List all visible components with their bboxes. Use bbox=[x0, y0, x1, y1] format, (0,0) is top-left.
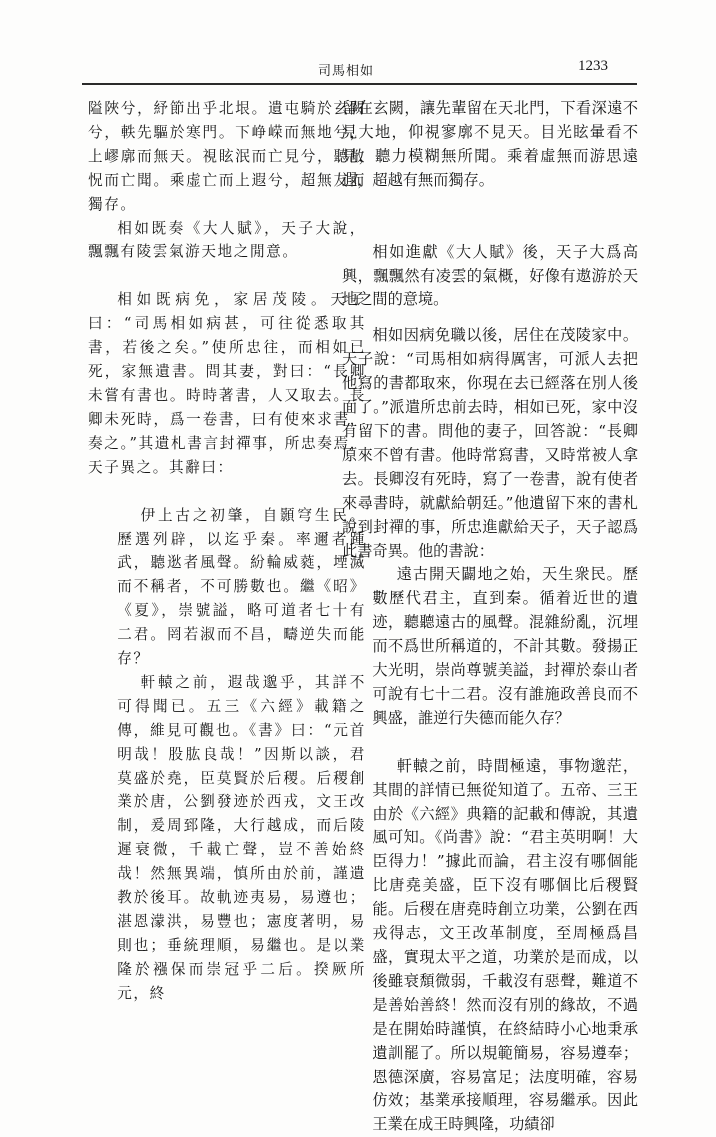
original-paragraph-1: 隘陜兮，紓節出乎北垠。遺屯騎於玄闕兮，軼先驅於寒門。下峥嵘而無地兮，上嵺廓而無天。視眩泯而亡見兮，聽敞怳而亡聞。乘虚亡而上遐兮，超無友而獨存。 bbox=[88, 100, 366, 213]
original-paragraph-3: 相如既病免，家居茂陵。天子曰：“司馬相如病甚，可往從悉取其書，若後之矣。”使所忠往，而相如已死，家無遺書。問其妻，對曰：“長卿未嘗有書也。時時著書，人又取去。長卿未死時，爲一卷書，曰有使來求書，奏之。”其遺札書言封禪事，所忠奏焉，天子異之。其辭曰： bbox=[88, 291, 366, 476]
translation-column bbox=[342, 97, 638, 1134]
header-rule bbox=[82, 83, 637, 85]
translation-paragraph-1: 留在玄闕，讓先輩留在天北門，下看深遠不見大地，仰視寥廓不見天。目光眩暈看不見，聽力模糊無所聞。乘着虛無而游思遠遐，超越有無而獨存。 bbox=[342, 99, 638, 189]
spacer bbox=[88, 480, 366, 504]
translation-paragraph-2: 相如進獻《大人賦》後，天子大爲高興，飄飄然有凌雲的氣概，好像有遨游於天地之間的意境。 bbox=[342, 242, 638, 309]
original-paragraph-4: 伊上古之初肇，自顥穹生民。歷選列辟，以迄乎秦。率邇者踵武，聽逖者風聲。紛輪威蕤，堙滅而不稱者，不可勝數也。繼《昭》《夏》，崇號謚，略可道者七十有二君。罔若淑而不昌，疇逆失而能存？ bbox=[117, 506, 366, 668]
page-header bbox=[0, 55, 716, 93]
running-title: 司馬相如 bbox=[318, 64, 375, 79]
translation-paragraph-4: 遠古開天闢地之始，天生衆民。歷數歷代君主，直到秦。循着近世的遺迹，聽聽遠古的風聲。混雜紛亂，沉埋而不爲世所稱道的，不計其數。發揚正大光明，崇尚尊號美謚，封禪於泰山者可說有七十二君。沒有誰施政善良而不興盛，誰逆行失德而能久存？ bbox=[372, 565, 638, 727]
translation-paragraph-3: 相如因病免職以後，居住在茂陵家中。天子說：“司馬相如病得厲害，可派人去把他寫的書都取來，你現在去已經落在別人後面了。”派遣所忠前去時，相如已死，家中沒有留下的書。問他的妻子，回答說：“長卿原來不曾有書。他時常寫書，又時常被人拿去。長卿沒有死時，寫了一卷書，說有使者來尋書時，就獻給朝廷。”他遺留下來的書札說到封禪的事，所忠進獻給天子，天子認爲此書奇異。他的書說： bbox=[342, 326, 638, 560]
spacer bbox=[342, 312, 638, 324]
original-paragraph-2: 相如既奏《大人賦》，天子大說，飄飄有陵雲氣游天地之閒意。 bbox=[88, 219, 366, 261]
original-text-column bbox=[88, 97, 366, 1002]
spacer bbox=[342, 193, 638, 241]
spacer bbox=[88, 264, 366, 288]
page-number: 1233 bbox=[578, 58, 608, 74]
spacer bbox=[342, 731, 638, 755]
original-paragraph-5: 軒轅之前，遐哉邈乎，其詳不可得聞已。五三《六經》載籍之傳，維見可觀也。《書》曰：“元首明哉！股肱良哉！”因斯以談，君莫盛於堯，臣莫賢於后稷。后稷創業於唐，公劉發迹於西戎，文王改制，爰周郅隆，大行越成，而后陵遲衰微，千載亡聲，豈不善始終哉！然無異端，慎所由於前，謹遺教於後耳。故軌迹夷易，易遵也；湛恩濛洪，易豐也；憲度著明，易則也；垂統理順，易繼也。是以業隆於襁保而崇冠乎二后。揆厥所元，終 bbox=[117, 673, 366, 1002]
translation-paragraph-5: 軒轅之前，時間極遠，事物邈茫，其間的詳情已無從知道了。五帝、三王由於《六經》典籍的記載和傳說，其遺風可知。《尚書》說：“君主英明啊！大臣得力！”據此而論，君主沒有哪個能比唐堯美盛，臣下沒有哪個比后稷賢能。后稷在唐堯時創立功業，公劉在西戎得志，文王改革制度，至周極爲昌盛，實現太平之道，功業於是而成，以後雖衰頽微弱，千載沒有惡聲，難道不是善始善終！然而沒有別的緣故，不過是在開始時謹慎，在終結時小心地秉承遺訓罷了。所以規範簡易，容易遵奉；恩德深廣，容易富足；法度明確，容易仿效；基業承接順理，容易繼承。因此王業在成王時興隆，功績卻 bbox=[372, 756, 638, 1134]
